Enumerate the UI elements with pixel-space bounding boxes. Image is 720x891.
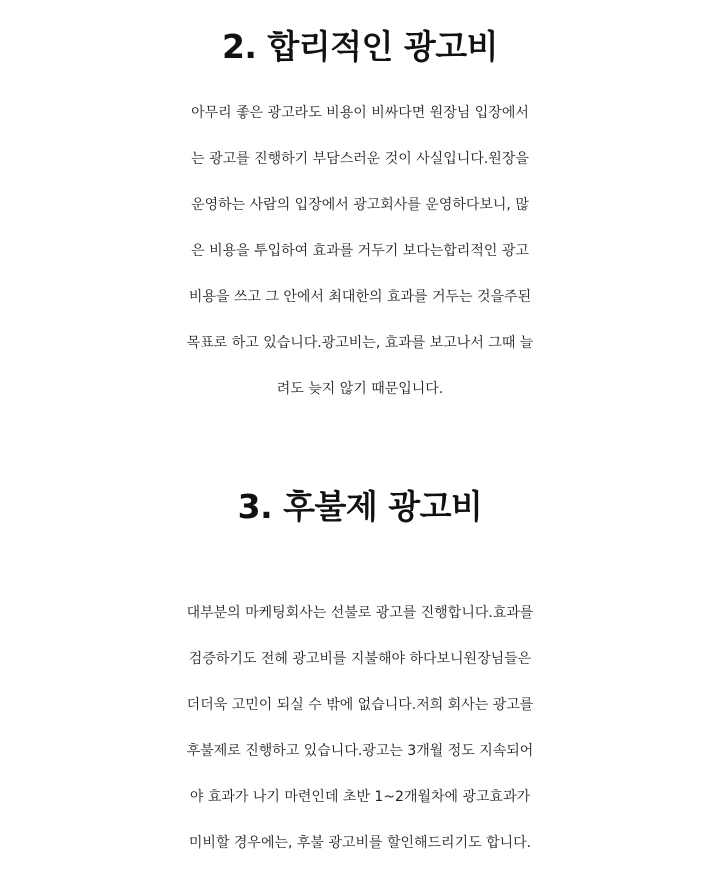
section-heading: 2. 합리적인 광고비 [221, 27, 499, 66]
paragraph-line: 미비할 경우에는, 후불 광고비를 할인해드리기도 합니다. [188, 835, 532, 851]
paragraph-line: 더더욱 고민이 되실 수 밖에 없습니다.저희 회사는 광고를 [186, 697, 534, 713]
paragraph-line: 비용을 쓰고 그 안에서 최대한의 효과를 거두는 것을주된 [188, 289, 532, 305]
paragraph-line: 야 효과가 나기 마련인데 초반 1~2개월차에 광고효과가 [189, 789, 531, 805]
paragraph-line: 려도 늦지 않기 때문입니다. [276, 381, 444, 397]
paragraph-line: 후불제로 진행하고 있습니다.광고는 3개월 정도 지속되어 [186, 743, 534, 759]
section-paragraph [0, 90, 720, 412]
paragraph-line: 검증하기도 전헤 광고비를 지불해야 하다보니원장님들은 [188, 651, 532, 667]
section-heading: 3. 후불제 광고비 [237, 487, 483, 526]
paragraph-line: 목표로 하고 있습니다.광고비는, 효과를 보고나서 그때 늘 [186, 335, 534, 351]
paragraph-line: 은 비용을 투입하여 효과를 거두기 보다는합리적인 광고 [191, 243, 529, 259]
paragraph-line: 아무리 좋은 광고라도 비용이 비싸다면 원장님 입장에서 [191, 105, 529, 121]
paragraph-line: 대부분의 마케팅회사는 선불로 광고를 진행합니다.효과를 [186, 605, 534, 621]
section-paragraph [0, 590, 720, 866]
paragraph-line: 운영하는 사람의 입장에서 광고회사를 운영하다보니, 많 [191, 197, 529, 213]
paragraph-line: 는 광고를 진행하기 부담스러운 것이 사실입니다.원장을 [191, 151, 529, 167]
